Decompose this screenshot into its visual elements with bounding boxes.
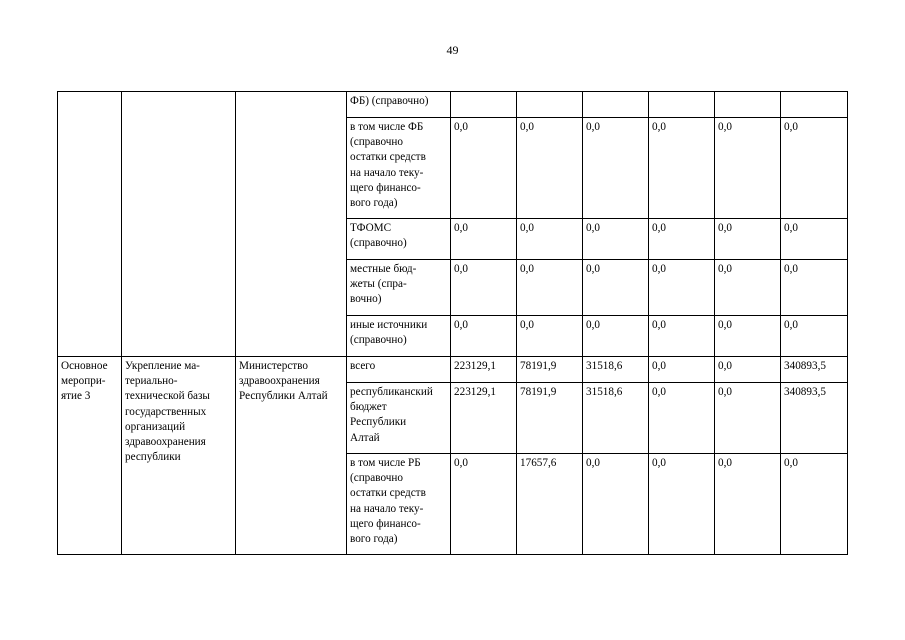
value-cell: 0,0	[781, 118, 848, 219]
value-cell: 0,0	[517, 219, 583, 260]
value-cell: 0,0	[715, 454, 781, 555]
value-cell: 31518,6	[583, 357, 649, 383]
measure-type-cell: Основное меропри- ятие 3	[58, 357, 122, 555]
value-cell: 0,0	[649, 219, 715, 260]
value-cell: 0,0	[451, 118, 517, 219]
value-cell: 0,0	[649, 316, 715, 357]
executor-cell: Министерство здравоохранения Республики Алтай	[236, 357, 347, 555]
value-cell: 0,0	[583, 454, 649, 555]
value-cell	[781, 92, 848, 118]
value-cell: 0,0	[451, 219, 517, 260]
value-cell: 0,0	[715, 260, 781, 316]
funding-source-cell: всего	[347, 357, 451, 383]
funding-source-cell: в том числе ФБ (справочно остатки средств на начало теку- щего финансо- вого года)	[347, 118, 451, 219]
value-cell: 340893,5	[781, 357, 848, 383]
value-cell: 0,0	[715, 383, 781, 454]
value-cell: 340893,5	[781, 383, 848, 454]
value-cell: 78191,9	[517, 383, 583, 454]
value-cell: 0,0	[649, 383, 715, 454]
table-row	[58, 92, 848, 118]
value-cell	[715, 92, 781, 118]
table-row	[58, 357, 848, 383]
value-cell: 223129,1	[451, 357, 517, 383]
executor-cell-empty	[236, 92, 347, 357]
funding-source-cell: в том числе РБ (справочно остатки средств на начало теку- щего финансо- вого года)	[347, 454, 451, 555]
page-number: 49	[446, 43, 459, 57]
value-cell: 0,0	[781, 454, 848, 555]
value-cell: 0,0	[649, 357, 715, 383]
value-cell	[451, 92, 517, 118]
value-cell: 0,0	[583, 219, 649, 260]
measure-name-cell-empty	[122, 92, 236, 357]
value-cell: 223129,1	[451, 383, 517, 454]
value-cell: 0,0	[649, 260, 715, 316]
value-cell: 0,0	[781, 316, 848, 357]
value-cell: 0,0	[649, 118, 715, 219]
value-cell: 0,0	[715, 357, 781, 383]
value-cell: 0,0	[649, 454, 715, 555]
value-cell: 17657,6	[517, 454, 583, 555]
funding-source-cell: иные источники (справочно)	[347, 316, 451, 357]
value-cell: 0,0	[517, 260, 583, 316]
value-cell: 0,0	[583, 260, 649, 316]
value-cell: 0,0	[517, 316, 583, 357]
value-cell	[649, 92, 715, 118]
funding-source-cell: местные бюд- жеты (спра- вочно)	[347, 260, 451, 316]
funding-source-cell: ФБ) (справочно)	[347, 92, 451, 118]
value-cell	[517, 92, 583, 118]
value-cell: 0,0	[451, 316, 517, 357]
measure-name-cell: Укрепление ма- териально- технической базы государственных организаций здравоохранения республики	[122, 357, 236, 555]
value-cell: 0,0	[781, 219, 848, 260]
funding-source-cell: ТФОМС (справочно)	[347, 219, 451, 260]
funding-source-cell: республиканский бюджет Республики Алтай	[347, 383, 451, 454]
value-cell: 0,0	[451, 454, 517, 555]
value-cell: 0,0	[583, 118, 649, 219]
measure-type-cell-empty	[58, 92, 122, 357]
value-cell	[583, 92, 649, 118]
budget-table	[57, 91, 848, 555]
value-cell: 0,0	[451, 260, 517, 316]
value-cell: 0,0	[781, 260, 848, 316]
value-cell: 78191,9	[517, 357, 583, 383]
value-cell: 0,0	[517, 118, 583, 219]
value-cell: 31518,6	[583, 383, 649, 454]
value-cell: 0,0	[583, 316, 649, 357]
value-cell: 0,0	[715, 219, 781, 260]
value-cell: 0,0	[715, 316, 781, 357]
value-cell: 0,0	[715, 118, 781, 219]
